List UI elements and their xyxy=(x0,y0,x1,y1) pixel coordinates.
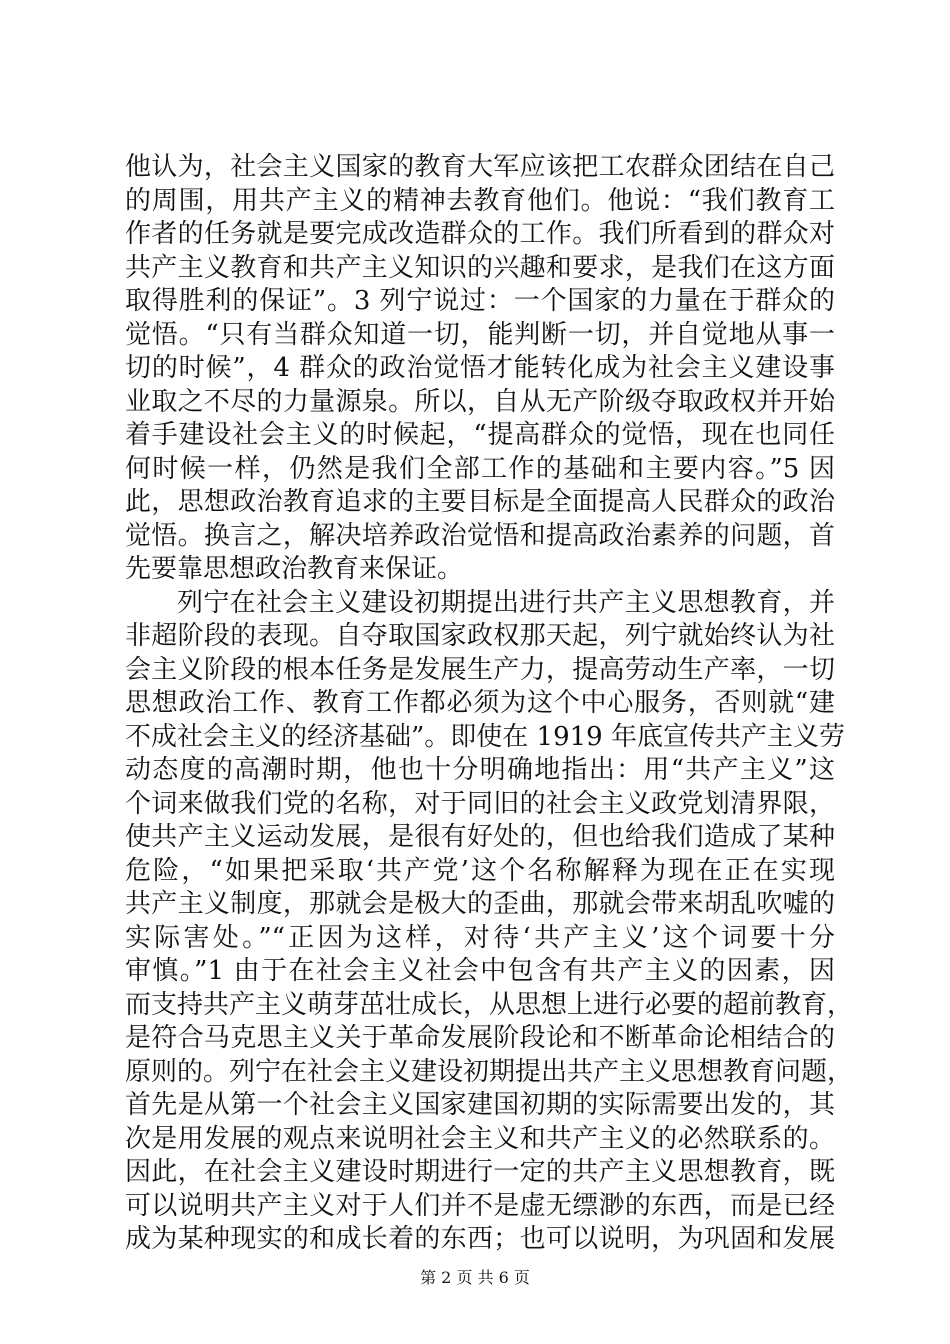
text-line: 不成社会主义的经济基础”。即使在 1919 年底宣传共产主义劳 xyxy=(125,721,845,752)
text-line: 的周围，用共产主义的精神去教育他们。他说：“我们教育工 xyxy=(125,185,835,216)
text-line: 此，思想政治教育追求的主要目标是全面提高人民群众的政治 xyxy=(125,487,835,517)
paragraph xyxy=(125,587,854,1257)
text-line: 而支持共产主义萌芽茁壮成长，从思想上进行必要的超前教育， xyxy=(125,989,854,1020)
text-line: 共产主义制度，那就会是极大的歪曲，那就会带来胡乱吹嘘的 xyxy=(125,889,835,919)
text-line: 非超阶段的表现。自夺取国家政权那天起，列宁就始终认为社 xyxy=(125,621,835,651)
text-line: 是符合马克思主义关于革命发展阶段论和不断革命论相结合的 xyxy=(125,1023,835,1053)
text-line: 作者的任务就是要完成改造群众的工作。我们所看到的群众对 xyxy=(125,219,835,249)
text-line: 他认为，社会主义国家的教育大军应该把工农群众团结在自己 xyxy=(125,152,835,182)
page-footer xyxy=(0,1268,950,1288)
text-line: 成为某种现实的和成长着的东西；也可以说明，为巩固和发展 xyxy=(125,1224,835,1254)
text-line: 切的时候”，4 群众的政治觉悟才能转化成为社会主义建设事 xyxy=(125,353,835,383)
text-line: 共产主义教育和共产主义知识的兴趣和要求，是我们在这方面 xyxy=(125,252,835,283)
text-line: 何时候一样，仍然是我们全部工作的基础和主要内容。”5 因 xyxy=(125,453,835,484)
text-line: 实际害处。”“正因为这样，对待‘共产主义’这个词要十分 xyxy=(125,922,835,953)
text-line: 会主义阶段的根本任务是发展生产力，提高劳动生产率，一切 xyxy=(125,654,835,685)
text-line: 个词来做我们党的名称，对于同旧的社会主义政党划清界限， xyxy=(125,788,835,819)
text-line: 列宁在社会主义建设初期提出进行共产主义思想教育，并 xyxy=(177,587,835,618)
text-line: 审慎。”1 由于在社会主义社会中包含有共产主义的因素，因 xyxy=(125,956,835,986)
text-line: 觉悟。换言之，解决培养政治觉悟和提高政治素养的问题，首 xyxy=(125,520,835,551)
text-line: 动态度的高潮时期，他也十分明确地指出：用“共产主义”这 xyxy=(125,755,835,785)
text-line: 原则的。列宁在社会主义建设初期提出共产主义思想教育问题， xyxy=(125,1056,854,1087)
text-line: 觉悟。“只有当群众知道一切，能判断一切，并自觉地从事一 xyxy=(125,319,835,350)
page-number-label: 第 2 页 共 6 页 xyxy=(420,1268,530,1287)
text-line: 危险，“如果把采取‘共产党’这个名称解释为现在正在实现 xyxy=(125,855,835,886)
text-line: 次是用发展的观点来说明社会主义和共产主义的必然联系的。 xyxy=(125,1123,835,1154)
text-line: 思想政治工作、教育工作都必须为这个中心服务，否则就“建 xyxy=(125,688,835,718)
text-line: 先要靠思想政治教育来保证。 xyxy=(125,554,464,584)
document-body xyxy=(125,151,854,1257)
text-line: 使共产主义运动发展，是很有好处的，但也给我们造成了某种 xyxy=(125,822,835,852)
text-line: 首先是从第一个社会主义国家建国初期的实际需要出发的，其 xyxy=(125,1090,835,1120)
text-line: 可以说明共产主义对于人们并不是虚无缥渺的东西，而是已经 xyxy=(125,1190,835,1221)
text-line: 业取之不尽的力量源泉。所以，自从无产阶级夺取政权并开始 xyxy=(125,386,835,417)
text-line: 取得胜利的保证”。3 列宁说过：一个国家的力量在于群众的 xyxy=(125,286,835,316)
text-line: 因此，在社会主义建设时期进行一定的共产主义思想教育，既 xyxy=(125,1157,835,1187)
paragraph xyxy=(125,151,835,587)
text-line: 着手建设社会主义的时候起，“提高群众的觉悟，现在也同任 xyxy=(125,420,835,450)
